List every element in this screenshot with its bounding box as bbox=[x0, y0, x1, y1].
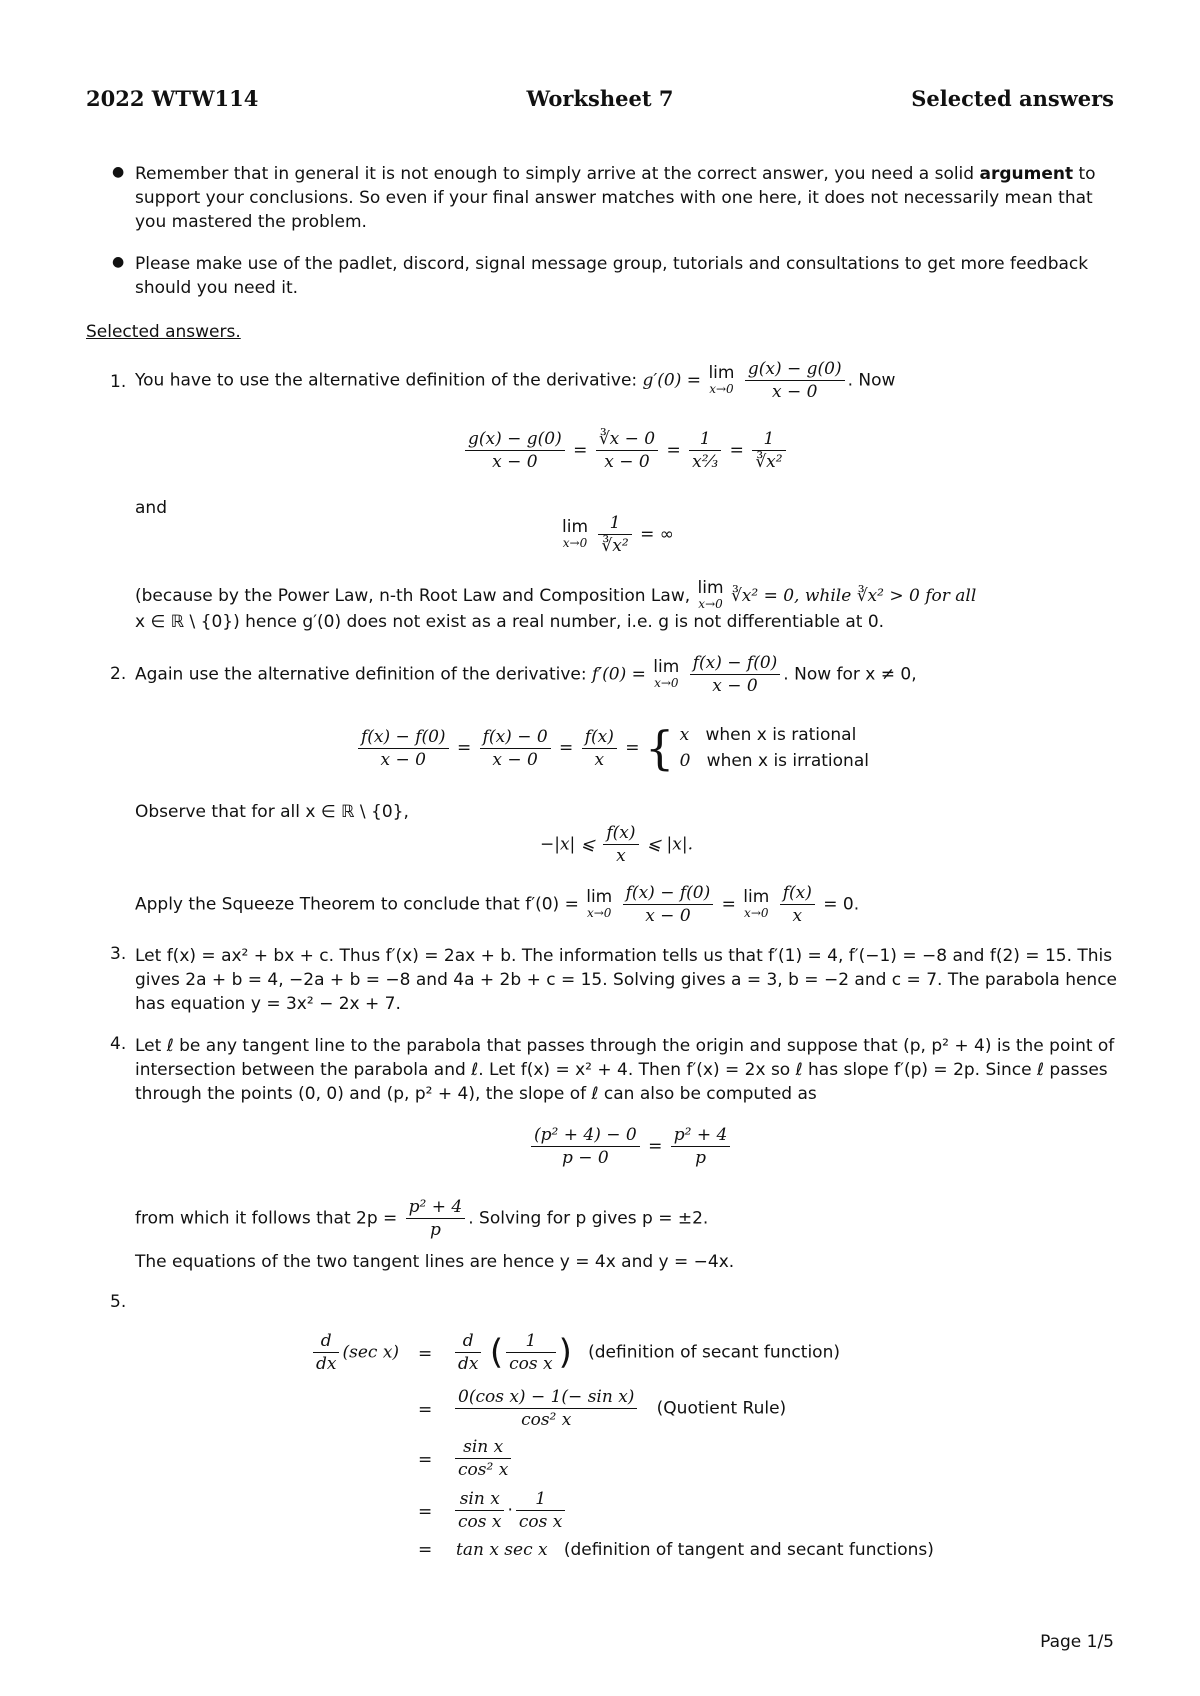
q4-text: Let ℓ be any tangent line to the parabola that passes through the origin and suppose that (p, p² + 4) is the point of intersection between the parabola and ℓ. Let f(x) = x² + 4. Then f′(x) = 2x so ℓ has slope f′(p) = 2p. Since ℓ passes through the points (0, 0) and (p, p² + 4), the slope of ℓ can also be computed as bbox=[135, 1036, 1115, 1104]
q1-because-line-1: (because by the Power Law, n-th Root Law and Composition Law, lim x→0 ∛x² = 0, while ∛x² > 0 for all bbox=[135, 578, 977, 611]
q5-rhs-1: $\frac{d}{dx}$ ( $\frac{1}{\text{cos x}}$ ) (definition of secant function) bbox=[452, 1330, 840, 1375]
q1-number: 1. bbox=[110, 372, 127, 392]
q3-text: Let f(x) = ax² + bx + c. Thus f′(x) = 2ax + b. The information tells us that f′(1) = 4, f′(−1) = −8 and f(2) = 15. This gives 2a + b = 4, −2a + b = −8 and 4a + 2b + c = 15. Solving gives a = 3, b = −2 and c = 7. The parabola hence has equation y = 3x² − 2x + 7. bbox=[135, 946, 1118, 1014]
header-course: 2022 WTW114 bbox=[86, 86, 259, 111]
page-number: Page 1/5 bbox=[1040, 1632, 1114, 1652]
bullet-icon: ● bbox=[112, 254, 125, 270]
q1-because-line-2: x ∈ ℝ \ {0}) hence g′(0) does not exist as a real number, i.e. g is not differentiable at 0. bbox=[135, 612, 885, 632]
q1-intro-line: You have to use the alternative definition of the derivative: g′(0) = lim x→0 $\frac{g(x) - g(0)}{x - 0}$ . Now bbox=[135, 359, 896, 402]
section-title: Selected answers. bbox=[86, 322, 241, 342]
q3-number: 3. bbox=[110, 944, 127, 964]
header-section: Selected answers bbox=[911, 86, 1114, 111]
q4-conclusion: The equations of the two tangent lines are hence y = 4x and y = −4x. bbox=[135, 1252, 735, 1272]
fraction: $\frac{g(x) - g(0)}{x - 0}$ bbox=[745, 358, 845, 403]
limit-operator: lim x→0 bbox=[708, 362, 735, 396]
bullet-text-2: Please make use of the padlet, discord, signal message group, tutorials and consultations to get more feedback should you need it. bbox=[135, 254, 1089, 298]
q1-equation: $\frac{g(x) - g(0)}{x - 0}$ = $\frac{∛x - 0}{x - 0}$ = $\frac{1}{\text{x⅔}}$ = $\frac{1}{\text{∛x²}}$ bbox=[462, 428, 789, 473]
q2-number: 2. bbox=[110, 664, 127, 684]
q1-and: and bbox=[135, 498, 167, 518]
worksheet-page: 2022 WTW114 Worksheet 7 Selected answers ● Remember that in general it is not enough to simply arrive at the correct answer, you need a solid argument to support your conclusions. So even if your final answer matches with one here, it does not necessarily mean that you mastered the problem. ● Please make use of the padlet, discord, signal message group, tutorials and consultations to get more feedback should you need it. Selected answers. 1. You have to use the alternative definition of the derivative: g′(0) = lim x→0 $\frac{g(x) - g(0)}{x - 0}$ . Now $\frac{g(x) - g(0)}{x - 0}$ = $\frac{∛x - 0}{x - 0}$ = $\frac{1}{\text{x⅔}}$ = $\frac{1}{\text{∛x²}}$ and lim x→0 $\frac{1}{\text{∛x²}}$ = ∞ (because by the Power Law, n-th Root Law and Composition Law, lim x→0 ∛x² = 0, while ∛x² > 0 for all x ∈ ℝ \ {0}) hence g′(0) does not exist as a real number, i.e. g is not differentiable at 0. 2. Again use the alternative definition of the derivative: f′(0) = lim x→0 $\frac{f(x) - f(0)}{x - 0}$ . Now for x ≠ 0, $\frac{f(x) - f(0)}{x - 0}$ = $\frac{f(x) - 0}{x - 0}$ = $\frac{f(x)}{x}$ = { x when x is rational 0 when x is irrational Observe that for all x ∈ ℝ \ {0}, −|x| ⩽ $\frac{f(x)}{x}$ ⩽ |x|. Apply the Squeeze Theorem to conclude that f′(0) = lim x→0 $\frac{f(x) - f(0)}{x - 0}$ = lim x→0 $\frac{f(x)}{x}$ = 0. 3. Let f(x) = ax² + bx + c. Thus f′(x) = 2ax + b. The information tells us that f′(1) = 4, f′(−1) = −8 and f(2) = 15. This gives 2a + b = 4, −2a + b = −8 and 4a + 2b + c = 15. Solving gives a = 3, b = −2 and c = 7. The parabola hence has equation y = 3x² − 2x + 7. 4. Let ℓ be any tangent line to the parabola that passes through the origin and suppose that (p, p² + 4) is the point of intersection between the parabola and ℓ. Let f(x) = x² + 4. Then f′(x) = 2x so ℓ has slope f′(p) = 2p. Since ℓ passes through the points (0, 0) and (p, p² + 4), the slope of ℓ can also be computed as $\frac{\text{(p² + 4) − 0}}{p - 0}$ = $\frac{\text{p² + 4}}{p}$ from which it follows that 2p = $\frac{\text{p² + 4}}{p}$ . Solving for p gives p = ±2. The equations of the two tangent lines are hence y = 4x and y = −4x. 5. $\frac{d}{dx}$ (sec x) = $\frac{d}{dx}$ ( $\frac{1}{\text{cos x}}$ ) (definition of secant function) = $\frac{\text{0(cos x) − 1(− sin x)}}{\text{cos² x}}$ (Quotient Rule) = $\frac{\text{sin x}}{\text{cos² x}}$ = $\frac{\text{sin x}}{\text{cos x}}$ · $\frac{1}{\text{cos x}}$ = tan x sec x (definition of tangent and secant functions) Page 1/5 bbox=[0, 0, 1200, 1696]
q5-rhs-3: $\frac{\text{sin x}}{\text{cos² x}}$ bbox=[452, 1436, 514, 1481]
q2-inequality: −|x| ⩽ $\frac{f(x)}{x}$ ⩽ |x|. bbox=[540, 823, 694, 866]
q5-line-1: $\frac{d}{dx}$ (sec x) bbox=[310, 1330, 399, 1375]
q4-number: 4. bbox=[110, 1034, 127, 1054]
bullet-text-1: Remember that in general it is not enough to simply arrive at the correct answer, you need a solid argument to support your conclusions. So even if your final answer matches with one here, it does not necessarily mean that you mastered the problem. bbox=[135, 164, 1096, 232]
q5-rhs-2: $\frac{\text{0(cos x) − 1(− sin x)}}{\text{cos² x}}$ (Quotient Rule) bbox=[452, 1386, 786, 1431]
q2-apply-line: Apply the Squeeze Theorem to conclude that f′(0) = lim x→0 $\frac{f(x) - f(0)}{x - 0}$ = lim x→0 $\frac{f(x)}{x}$ = 0. bbox=[135, 883, 860, 926]
page-header bbox=[86, 86, 1114, 116]
q1-limit-equation: lim x→0 $\frac{1}{\text{∛x²}}$ = ∞ bbox=[562, 513, 674, 556]
bullet-icon: ● bbox=[112, 164, 125, 180]
q2-intro-line: Again use the alternative definition of the derivative: f′(0) = lim x→0 $\frac{f(x) - f(0)}{x - 0}$ . Now for x ≠ 0, bbox=[135, 653, 917, 696]
q5-number: 5. bbox=[110, 1292, 127, 1312]
q5-rhs-5: tan x sec x (definition of tangent and secant functions) bbox=[456, 1540, 934, 1560]
q4-follows: from which it follows that 2p = $\frac{\text{p² + 4}}{p}$ . Solving for p gives p = ±2. bbox=[135, 1197, 709, 1240]
header-title: Worksheet 7 bbox=[526, 86, 674, 111]
q5-rhs-4: $\frac{\text{sin x}}{\text{cos x}}$ · $\frac{1}{\text{cos x}}$ bbox=[452, 1488, 568, 1533]
q4-slope-equation: $\frac{\text{(p² + 4) − 0}}{p - 0}$ = $\frac{\text{p² + 4}}{p}$ bbox=[528, 1124, 733, 1169]
q2-observe: Observe that for all x ∈ ℝ \ {0}, bbox=[135, 802, 409, 822]
q2-piecewise-equation: $\frac{f(x) - f(0)}{x - 0}$ = $\frac{f(x) - 0}{x - 0}$ = $\frac{f(x)}{x}$ = { x when x is rational 0 when x is irrational bbox=[355, 722, 869, 774]
